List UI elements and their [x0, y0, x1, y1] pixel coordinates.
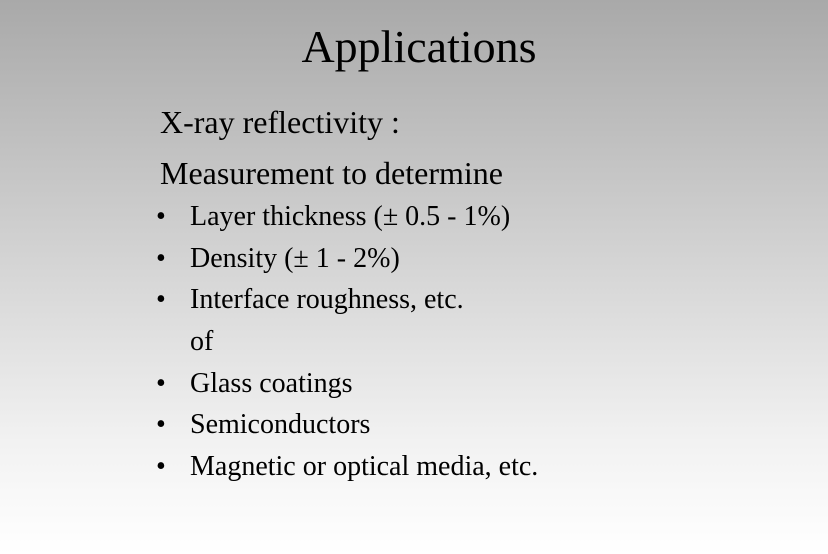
bullet-icon: • — [156, 201, 166, 232]
slide-title: Applications — [301, 21, 537, 72]
bullet-icon: • — [156, 284, 166, 316]
bullet-icon: • — [156, 367, 166, 399]
list-item-text: Interface roughness, etc. — [190, 284, 464, 316]
list-item-text: Glass coatings — [190, 367, 353, 399]
list-item-text: of — [190, 326, 214, 358]
list-item-text: Semiconductors — [190, 409, 371, 441]
list-item-text: Layer thickness (± 0.5 - 1%) — [190, 201, 511, 232]
heading-measurement: Measurement to determine — [160, 155, 503, 191]
list-item-text: Magnetic or optical media, etc. — [190, 451, 539, 483]
heading-xray-reflectivity: X-ray reflectivity : — [160, 104, 400, 140]
bullet-icon: • — [156, 451, 166, 483]
list-item-text: Density (± 1 - 2%) — [190, 242, 400, 274]
bullet-icon: • — [156, 242, 166, 274]
bullet-icon: • — [156, 409, 166, 441]
